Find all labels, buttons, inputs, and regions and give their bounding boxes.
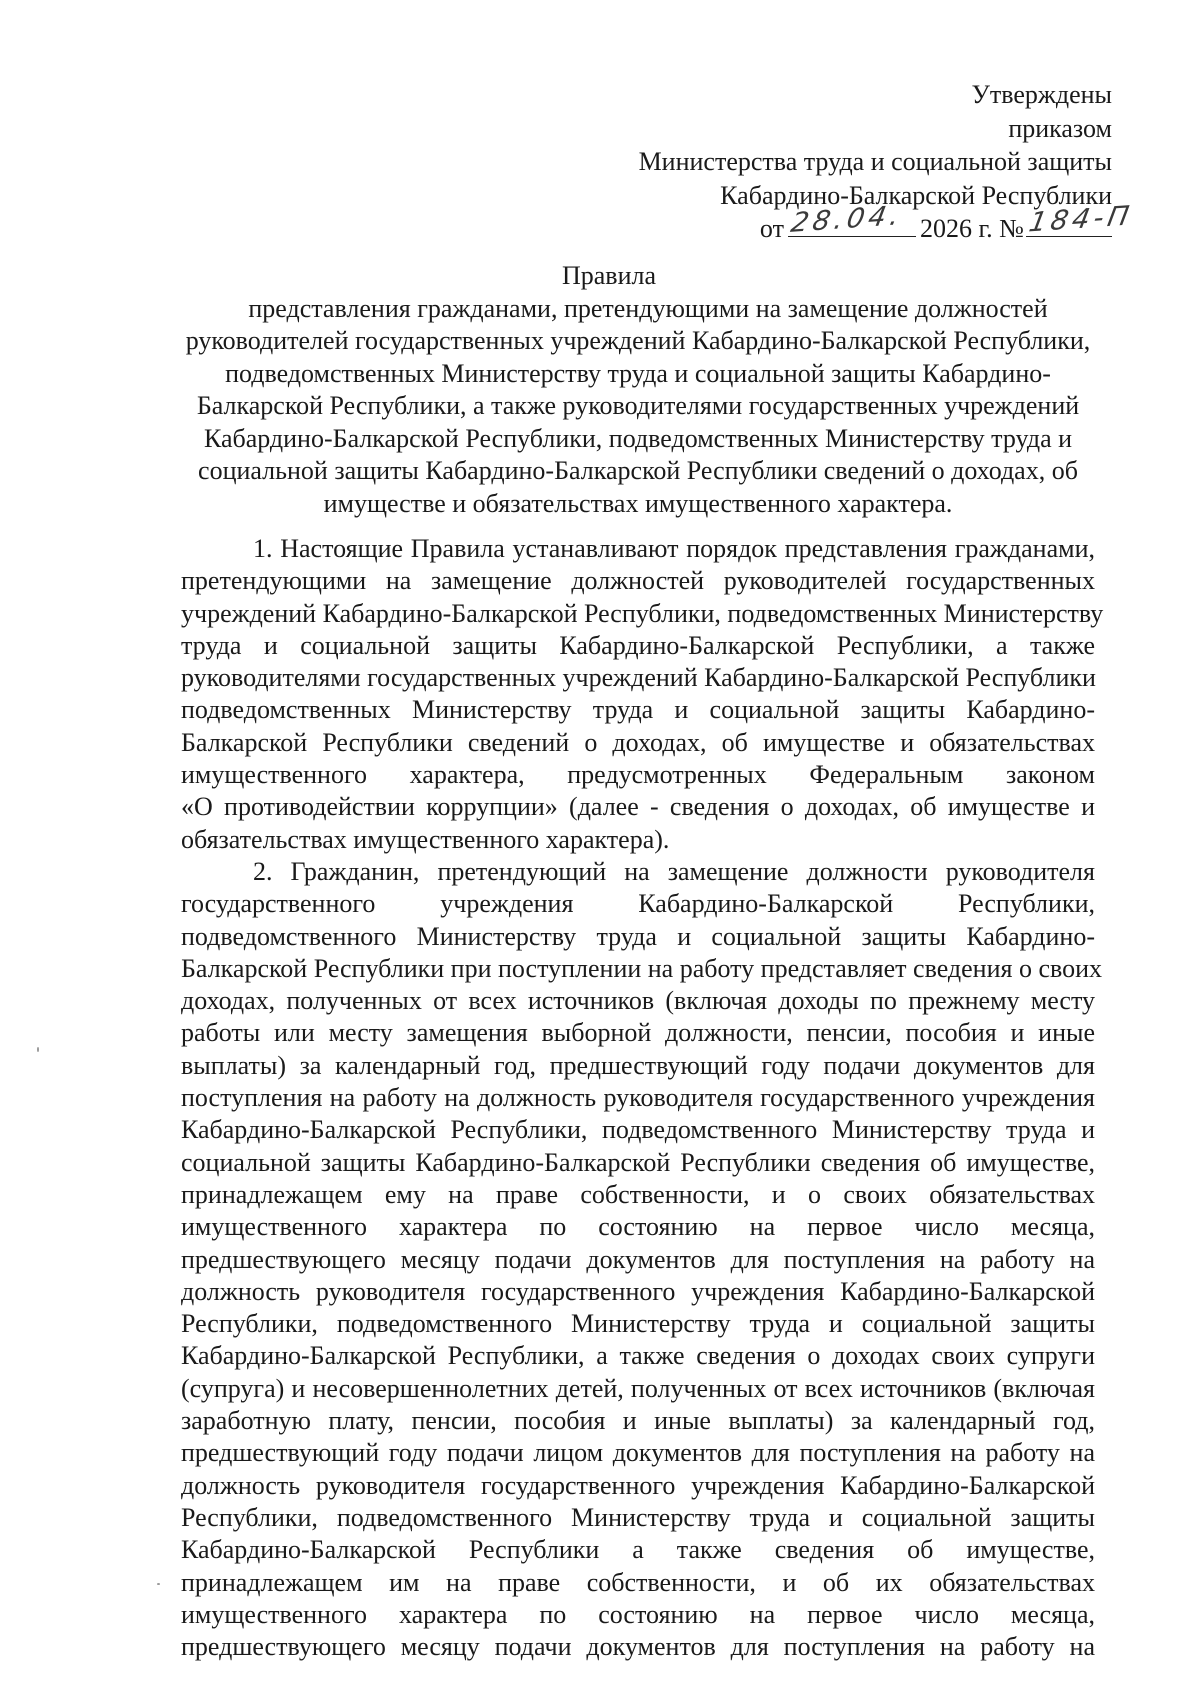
- body-line: должность руководителя государственного учреждения Кабардино-Балкарской: [181, 1470, 1095, 1500]
- scan-speck: [37, 1047, 39, 1052]
- title-heading: Правила: [561, 261, 657, 290]
- approval-line: Министерства труда и социальной защиты: [638, 147, 1112, 176]
- body-line: подведомственного Министерству труда и социальной защиты Кабардино-: [181, 921, 1095, 951]
- handwritten-number: 184-П: [1026, 200, 1136, 239]
- body-line: Республики, подведомственного Министерству труда и социальной защиты: [181, 1309, 1095, 1339]
- body-line: (супруга) и несовершеннолетних детей, полученных от всех источников (включая: [181, 1373, 1095, 1403]
- scan-speck: [157, 1583, 160, 1585]
- body-line: должность руководителя государственного учреждения Кабардино-Балкарской: [181, 1276, 1095, 1306]
- title-line: социальной защиты Кабардино-Балкарской Республики сведений о доходах, об: [198, 456, 1078, 485]
- number-blank: [1026, 200, 1136, 239]
- document-body: [181, 533, 1104, 1663]
- body-line: обязательствах имущественного характера).: [181, 824, 670, 854]
- document-title: [178, 260, 1098, 520]
- body-line: труда и социальной защиты Кабардино-Балкарской Республики, а также: [181, 630, 1095, 660]
- body-line: предшествующего месяцу подачи документов для поступления на работу на: [181, 1632, 1095, 1662]
- handwritten-date: 28.04.: [788, 200, 906, 239]
- body-line: руководителями государственных учреждений Кабардино-Балкарской Республики: [181, 663, 1096, 693]
- body-line: Республики, подведомственного Министерству труда и социальной защиты: [181, 1502, 1095, 1532]
- title-line: Кабардино-Балкарской Республики, подведомственных Министерству труда и: [203, 423, 1073, 453]
- body-line: предшествующий году подачи лицом документов для поступления на работу на: [181, 1438, 1095, 1468]
- body-line: имущественного характера по состоянию на первое число месяца,: [181, 1599, 1095, 1629]
- title-line: Балкарской Республики, а также руководителями государственных учреждений: [196, 391, 1080, 420]
- body-line: имущественного характера по состоянию на первое число месяца,: [181, 1212, 1095, 1242]
- title-line: руководителей государственных учреждений Кабардино-Балкарской Республики,: [185, 326, 1091, 355]
- body-line: принадлежащем ему на праве собственности, и о своих обязательствах: [181, 1179, 1095, 1209]
- title-line: имуществе и обязательствах имущественного характера.: [323, 488, 953, 518]
- body-line: принадлежащем им на праве собственности, и об их обязательствах: [181, 1567, 1095, 1597]
- body-line: 1. Настоящие Правила устанавливают порядок представления гражданами,: [253, 534, 1095, 563]
- body-line: Балкарской Республики при поступлении на работу представляет сведения о своих: [181, 953, 1103, 983]
- body-line: подведомственных Министерству труда и социальной защиты Кабардино-: [181, 695, 1095, 725]
- body-line: государственного учреждения Кабардино-Балкарской Республики,: [181, 889, 1095, 919]
- body-line: учреждений Кабардино-Балкарской Республики, подведомственных Министерству: [181, 598, 1104, 628]
- body-line: заработную плату, пенсии, пособия и иные выплаты) за календарный год,: [181, 1406, 1095, 1436]
- body-line: выплаты) за календарный год, предшествующий году подачи документов для: [181, 1050, 1095, 1080]
- year-text: 2026 г. №: [919, 214, 1024, 243]
- date-prefix: от: [759, 214, 784, 243]
- approval-stamp-block: [638, 78, 1136, 246]
- body-line: Балкарской Республики сведений о доходах, об имуществе и обязательствах: [181, 727, 1095, 757]
- body-line: доходах, полученных от всех источников (включая доходы по прежнему месту: [181, 986, 1095, 1016]
- body-line: социальной защиты Кабардино-Балкарской Республики сведения об имуществе,: [181, 1147, 1095, 1177]
- body-line: 2. Гражданин, претендующий на замещение должности руководителя: [253, 856, 1095, 886]
- title-line: подведомственных Министерству труда и социальной защиты Кабардино-: [225, 358, 1051, 388]
- approval-line: приказом: [1008, 113, 1112, 143]
- body-line: поступления на работу на должность руководителя государственного учреждения: [181, 1083, 1095, 1113]
- order-date-line: [639, 200, 1136, 246]
- body-line: Кабардино-Балкарской Республики, а также сведения о доходах своих супруги: [181, 1341, 1095, 1371]
- body-line: «О противодействии коррупции» (далее - сведения о доходах, об имуществе и: [181, 792, 1095, 822]
- date-blank: [788, 200, 916, 239]
- body-line: предшествующего месяцу подачи документов для поступления на работу на: [181, 1244, 1095, 1274]
- body-line: претендующими на замещение должностей руководителей государственных: [181, 566, 1095, 596]
- title-line: представления гражданами, претендующими на замещение должностей: [248, 293, 1048, 323]
- body-line: Кабардино-Балкарской Республики, подведомственного Министерству труда и: [181, 1115, 1095, 1145]
- body-line: имущественного характера, предусмотренных Федеральным законом: [181, 760, 1095, 790]
- body-line: работы или месту замещения выборной должности, пенсии, пособия и иные: [181, 1018, 1095, 1048]
- body-line: Кабардино-Балкарской Республики а также сведения об имуществе,: [181, 1535, 1095, 1565]
- approval-line: Утверждены: [971, 80, 1112, 109]
- approval-line: Кабардино-Балкарской Республики: [720, 180, 1112, 210]
